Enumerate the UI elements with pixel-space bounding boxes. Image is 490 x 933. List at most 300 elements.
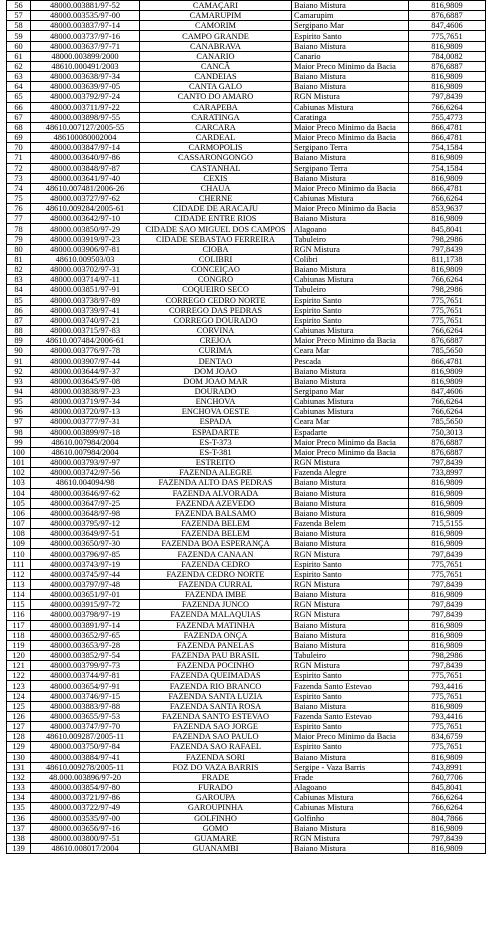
field-name: FAZENDA PAU BRASIL xyxy=(140,651,292,661)
field-name: GOLFINHO xyxy=(140,813,292,823)
oil-reference: Maior Preco Minimo da Bacia xyxy=(292,336,409,346)
process-number: 48000.003737/97-16 xyxy=(31,31,140,41)
price-value: 845,8041 xyxy=(409,224,486,234)
row-number: 84 xyxy=(7,285,31,295)
table-row xyxy=(7,61,486,71)
table-row xyxy=(7,102,486,112)
field-name: CARDEAL xyxy=(140,133,292,143)
row-number: 89 xyxy=(7,336,31,346)
process-number: 48610.007127/2005-55 xyxy=(31,122,140,132)
field-name: FAZENDA BOA ESPERANÇA xyxy=(140,539,292,549)
field-name: DOM JOAO xyxy=(140,366,292,376)
oil-reference: Baiano Mistura xyxy=(292,41,409,51)
table-row xyxy=(7,366,486,376)
row-number: 121 xyxy=(7,661,31,671)
field-name: CANARIO xyxy=(140,51,292,61)
price-value: 816,9809 xyxy=(409,620,486,630)
oil-reference: Baiano Mistura xyxy=(292,376,409,386)
row-number: 107 xyxy=(7,518,31,528)
price-value: 816,9809 xyxy=(409,843,486,853)
process-number: 48000.003797/97-48 xyxy=(31,579,140,589)
field-name: CORREGO DAS PEDRAS xyxy=(140,305,292,315)
price-value: 816,9809 xyxy=(409,478,486,488)
row-number: 120 xyxy=(7,651,31,661)
process-number: 48000.003742/97-56 xyxy=(31,468,140,478)
table-row xyxy=(7,539,486,549)
row-number: 114 xyxy=(7,590,31,600)
price-value: 816,9809 xyxy=(409,214,486,224)
row-number: 124 xyxy=(7,691,31,701)
row-number: 117 xyxy=(7,620,31,630)
field-name: CANTO DO AMARO xyxy=(140,92,292,102)
table-row xyxy=(7,549,486,559)
field-name: CHERNE xyxy=(140,193,292,203)
oil-reference: Espirito Santo xyxy=(292,742,409,752)
row-number: 65 xyxy=(7,92,31,102)
process-number: 48000.003799/97-73 xyxy=(31,661,140,671)
price-value: 775,7651 xyxy=(409,722,486,732)
price-value: 816,9809 xyxy=(409,701,486,711)
price-value: 816,9809 xyxy=(409,366,486,376)
table-row xyxy=(7,173,486,183)
field-name: CANDEIAS xyxy=(140,72,292,82)
field-name: GAROUPINHA xyxy=(140,803,292,813)
row-number: 59 xyxy=(7,31,31,41)
oil-reference: Baiano Mistura xyxy=(292,620,409,630)
table-row xyxy=(7,244,486,254)
oil-reference: Pescada xyxy=(292,356,409,366)
price-value: 775,7651 xyxy=(409,315,486,325)
field-name: ES-T-381 xyxy=(140,447,292,457)
price-value: 775,7651 xyxy=(409,742,486,752)
process-number: 48000.003653/97-28 xyxy=(31,640,140,650)
price-value: 816,9809 xyxy=(409,498,486,508)
table-row xyxy=(7,488,486,498)
row-number: 66 xyxy=(7,102,31,112)
price-value: 793,4416 xyxy=(409,711,486,721)
row-number: 125 xyxy=(7,701,31,711)
price-value: 797,8439 xyxy=(409,92,486,102)
price-value: 797,8439 xyxy=(409,600,486,610)
row-number: 103 xyxy=(7,478,31,488)
process-number: 48000.003651/97-01 xyxy=(31,590,140,600)
row-number: 83 xyxy=(7,275,31,285)
price-value: 775,7651 xyxy=(409,31,486,41)
price-value: 793,4416 xyxy=(409,681,486,691)
price-value: 804,7866 xyxy=(409,813,486,823)
field-name: FAZENDA IMBE xyxy=(140,590,292,600)
process-number: 48000.003776/97-78 xyxy=(31,346,140,356)
oil-reference: RGN Mistura xyxy=(292,579,409,589)
price-value: 816,9809 xyxy=(409,41,486,51)
price-value: 766,6264 xyxy=(409,275,486,285)
process-number: 48000.003656/97-16 xyxy=(31,823,140,833)
table-row xyxy=(7,346,486,356)
oil-reference: Espirito Santo xyxy=(292,305,409,315)
row-number: 82 xyxy=(7,265,31,275)
table-row xyxy=(7,711,486,721)
oil-reference: Cabiunas Mistura xyxy=(292,326,409,336)
oil-reference: Baiano Mistura xyxy=(292,173,409,183)
price-value: 847,4606 xyxy=(409,386,486,396)
process-number: 48000.003727/97-62 xyxy=(31,193,140,203)
table-row xyxy=(7,833,486,843)
row-number: 78 xyxy=(7,224,31,234)
table-row xyxy=(7,579,486,589)
table-row xyxy=(7,691,486,701)
field-name: FAZENDA BALSAMO xyxy=(140,508,292,518)
table-row xyxy=(7,376,486,386)
row-number: 80 xyxy=(7,244,31,254)
row-number: 109 xyxy=(7,539,31,549)
oil-reference: Colibri xyxy=(292,254,409,264)
table-row xyxy=(7,417,486,427)
process-number: 48000.003796/97-85 xyxy=(31,549,140,559)
process-number: 48000.003535/97-00 xyxy=(31,11,140,21)
table-row xyxy=(7,51,486,61)
row-number: 72 xyxy=(7,163,31,173)
field-name: CARMOPOLIS xyxy=(140,143,292,153)
process-number: 48000.003647/97-25 xyxy=(31,498,140,508)
table-row xyxy=(7,112,486,122)
price-value: 811,1738 xyxy=(409,254,486,264)
oil-reference: Ceara Mar xyxy=(292,417,409,427)
table-row xyxy=(7,518,486,528)
process-number: 48000.003639/97-05 xyxy=(31,82,140,92)
process-number: 48610.009284/2005-61 xyxy=(31,204,140,214)
price-value: 798,2986 xyxy=(409,285,486,295)
price-value: 866,4781 xyxy=(409,183,486,193)
oil-reference: Sergipano Terra xyxy=(292,163,409,173)
field-name: CARATINGA xyxy=(140,112,292,122)
table-row xyxy=(7,336,486,346)
price-value: 834,6759 xyxy=(409,732,486,742)
field-name: FAZENDA ONÇA xyxy=(140,630,292,640)
price-value: 766,6264 xyxy=(409,793,486,803)
field-name: FAZENDA BELEM xyxy=(140,518,292,528)
process-number: 48000.003851/97-91 xyxy=(31,285,140,295)
oil-reference: RGN Mistura xyxy=(292,600,409,610)
table-row xyxy=(7,458,486,468)
field-name: ENCHOVA xyxy=(140,397,292,407)
price-value: 775,7651 xyxy=(409,691,486,701)
row-number: 57 xyxy=(7,11,31,21)
oil-reference: Sergipano Terra xyxy=(292,143,409,153)
table-row xyxy=(7,183,486,193)
oil-reference: Alagoano xyxy=(292,224,409,234)
row-number: 101 xyxy=(7,458,31,468)
field-name: CIOBA xyxy=(140,244,292,254)
field-name: FRADE xyxy=(140,772,292,782)
process-number: 48000.003899/97-18 xyxy=(31,427,140,437)
table-row xyxy=(7,468,486,478)
field-name: FAZENDA SAO PAULO xyxy=(140,732,292,742)
field-name: DOM JOAO MAR xyxy=(140,376,292,386)
price-value: 816,9809 xyxy=(409,72,486,82)
row-number: 139 xyxy=(7,843,31,853)
field-name: GAROUPA xyxy=(140,793,292,803)
oil-reference: Alagoano xyxy=(292,783,409,793)
row-number: 94 xyxy=(7,386,31,396)
table-body xyxy=(7,1,486,854)
field-name: FAZENDA POCINHO xyxy=(140,661,292,671)
row-number: 56 xyxy=(7,1,31,11)
process-number: 48000.003744/97-81 xyxy=(31,671,140,681)
field-name: FAZENDA MALAQUIAS xyxy=(140,610,292,620)
price-value: 798,2986 xyxy=(409,651,486,661)
row-number: 74 xyxy=(7,183,31,193)
row-number: 138 xyxy=(7,833,31,843)
process-number: 486100080002004 xyxy=(31,133,140,143)
oil-reference: RGN Mistura xyxy=(292,610,409,620)
field-name: FAZENDA ALEGRE xyxy=(140,468,292,478)
process-number: 48000.003637/97-71 xyxy=(31,41,140,51)
table-row xyxy=(7,600,486,610)
row-number: 116 xyxy=(7,610,31,620)
row-number: 96 xyxy=(7,407,31,417)
oil-reference: Espirito Santo xyxy=(292,722,409,732)
field-name: CIDADE ENTRE RIOS xyxy=(140,214,292,224)
row-number: 68 xyxy=(7,122,31,132)
row-number: 77 xyxy=(7,214,31,224)
table-row xyxy=(7,407,486,417)
table-row xyxy=(7,122,486,132)
table-row xyxy=(7,681,486,691)
process-number: 48000.003800/97-51 xyxy=(31,833,140,843)
process-number: 48000.003646/97-62 xyxy=(31,488,140,498)
price-value: 816,9809 xyxy=(409,265,486,275)
field-name: FAZENDA SANTA ROSA xyxy=(140,701,292,711)
process-number: 48000.003743/97-19 xyxy=(31,559,140,569)
field-name: ES-T-373 xyxy=(140,437,292,447)
table-row xyxy=(7,559,486,569)
oil-reference: Baiano Mistura xyxy=(292,823,409,833)
field-name: CREJOA xyxy=(140,336,292,346)
process-number: 48000.003793/97-97 xyxy=(31,458,140,468)
row-number: 135 xyxy=(7,803,31,813)
oil-reference: Cabiunas Mistura xyxy=(292,407,409,417)
table-row xyxy=(7,285,486,295)
table-row xyxy=(7,204,486,214)
row-number: 90 xyxy=(7,346,31,356)
table-row xyxy=(7,254,486,264)
field-name: CIDADE SAO MIGUEL DOS CAMPOS xyxy=(140,224,292,234)
row-number: 129 xyxy=(7,742,31,752)
oil-reference: Cabiunas Mistura xyxy=(292,397,409,407)
process-number: 48610.007984/2004 xyxy=(31,447,140,457)
process-number: 48000.003648/97-98 xyxy=(31,508,140,518)
table-row xyxy=(7,590,486,600)
table-row xyxy=(7,265,486,275)
process-number: 48000.003720/97-13 xyxy=(31,407,140,417)
row-number: 123 xyxy=(7,681,31,691)
price-value: 816,9809 xyxy=(409,508,486,518)
table-row xyxy=(7,386,486,396)
field-name: CURIMA xyxy=(140,346,292,356)
oil-reference: Baiano Mistura xyxy=(292,701,409,711)
process-number: 48000.003711/97-22 xyxy=(31,102,140,112)
row-number: 85 xyxy=(7,295,31,305)
process-number: 48000.003915/97-72 xyxy=(31,600,140,610)
field-name: CAMPO GRANDE xyxy=(140,31,292,41)
field-name: CORVINA xyxy=(140,326,292,336)
table-row xyxy=(7,823,486,833)
field-name: FAZENDA SAO JORGE xyxy=(140,722,292,732)
field-name: DENTAO xyxy=(140,356,292,366)
oil-reference: Baiano Mistura xyxy=(292,82,409,92)
process-number: 48000.003650/97-30 xyxy=(31,539,140,549)
table-row xyxy=(7,397,486,407)
table-row xyxy=(7,41,486,51)
oil-reference: Baiano Mistura xyxy=(292,752,409,762)
price-value: 816,9809 xyxy=(409,539,486,549)
table-row xyxy=(7,661,486,671)
row-number: 60 xyxy=(7,41,31,51)
field-name: FAZENDA QUEIMADAS xyxy=(140,671,292,681)
row-number: 62 xyxy=(7,61,31,71)
oil-reference: Baiano Mistura xyxy=(292,72,409,82)
price-value: 816,9809 xyxy=(409,488,486,498)
oil-reference: Tabuleiro xyxy=(292,234,409,244)
table-row xyxy=(7,803,486,813)
oil-reference: Maior Preco Minimo da Bacia xyxy=(292,437,409,447)
oil-reference: Baiano Mistura xyxy=(292,214,409,224)
price-value: 816,9809 xyxy=(409,153,486,163)
field-name: FAZENDA CURRAL xyxy=(140,579,292,589)
oil-reference: Baiano Mistura xyxy=(292,843,409,853)
oil-reference: Golfinho xyxy=(292,813,409,823)
table-row xyxy=(7,133,486,143)
process-number: 48000.003739/97-41 xyxy=(31,305,140,315)
price-value: 797,8439 xyxy=(409,579,486,589)
field-name: FAZENDA PANELAS xyxy=(140,640,292,650)
row-number: 92 xyxy=(7,366,31,376)
oil-reference: Tabuleiro xyxy=(292,285,409,295)
process-number: 48610.007481/2006-26 xyxy=(31,183,140,193)
price-value: 797,8439 xyxy=(409,244,486,254)
field-name: GUANAMBI xyxy=(140,843,292,853)
table-row xyxy=(7,762,486,772)
oil-reference: Maior Preco Minimo da Bacia xyxy=(292,61,409,71)
table-row xyxy=(7,275,486,285)
oil-reference: RGN Mistura xyxy=(292,833,409,843)
field-name: FAZENDA BELEM xyxy=(140,529,292,539)
field-name: FAZENDA CEDRO xyxy=(140,559,292,569)
price-value: 798,2986 xyxy=(409,234,486,244)
row-number: 122 xyxy=(7,671,31,681)
table-row xyxy=(7,11,486,21)
table-row xyxy=(7,447,486,457)
process-number: 48000.003745/97-44 xyxy=(31,569,140,579)
row-number: 133 xyxy=(7,783,31,793)
price-value: 743,8991 xyxy=(409,762,486,772)
row-number: 111 xyxy=(7,559,31,569)
oil-reference: RGN Mistura xyxy=(292,92,409,102)
table-row xyxy=(7,498,486,508)
process-number: 48000.003654/97-91 xyxy=(31,681,140,691)
process-number: 48000.003638/97-34 xyxy=(31,72,140,82)
process-number: 48000.003714/97-11 xyxy=(31,275,140,285)
table-row xyxy=(7,427,486,437)
process-number: 48610.007984/2004 xyxy=(31,437,140,447)
price-value: 750,3013 xyxy=(409,427,486,437)
oil-reference: Caratinga xyxy=(292,112,409,122)
row-number: 115 xyxy=(7,600,31,610)
field-name: CEXIS xyxy=(140,173,292,183)
process-number: 48.000.003896/97-20 xyxy=(31,772,140,782)
field-name: ESPADA xyxy=(140,417,292,427)
oil-reference: Espadarte xyxy=(292,427,409,437)
field-name: CAMORIM xyxy=(140,21,292,31)
price-value: 754,1584 xyxy=(409,163,486,173)
oil-reference: Ceara Mar xyxy=(292,346,409,356)
process-number: 48000.003847/97-14 xyxy=(31,143,140,153)
field-name: COQUEIRO SECO xyxy=(140,285,292,295)
field-name: FAZENDA SORI xyxy=(140,752,292,762)
field-name: GOMO xyxy=(140,823,292,833)
row-number: 130 xyxy=(7,752,31,762)
table-row xyxy=(7,783,486,793)
field-name: FAZENDA ALVORADA xyxy=(140,488,292,498)
row-number: 118 xyxy=(7,630,31,640)
row-number: 136 xyxy=(7,813,31,823)
table-row xyxy=(7,529,486,539)
field-name: ESTREITO xyxy=(140,458,292,468)
table-row xyxy=(7,772,486,782)
price-value: 766,6264 xyxy=(409,397,486,407)
table-row xyxy=(7,72,486,82)
oil-reference: Cabiunas Mistura xyxy=(292,275,409,285)
price-value: 816,9809 xyxy=(409,823,486,833)
oil-reference: Baiano Mistura xyxy=(292,1,409,11)
table-row xyxy=(7,153,486,163)
price-value: 785,5650 xyxy=(409,417,486,427)
row-number: 61 xyxy=(7,51,31,61)
field-name: FAZENDA CEDRO NORTE xyxy=(140,569,292,579)
oil-reference: Fazenda Santo Estevao xyxy=(292,681,409,691)
table-row xyxy=(7,752,486,762)
field-name: ESPADARTE xyxy=(140,427,292,437)
process-number: 48610.008017/2004 xyxy=(31,843,140,853)
price-value: 797,8439 xyxy=(409,833,486,843)
table-row xyxy=(7,31,486,41)
price-value: 715,5155 xyxy=(409,518,486,528)
table-row xyxy=(7,315,486,325)
table-row xyxy=(7,356,486,366)
table-row xyxy=(7,508,486,518)
field-name: CAMAÇARI xyxy=(140,1,292,11)
row-number: 93 xyxy=(7,376,31,386)
row-number: 119 xyxy=(7,640,31,650)
oil-reference: Baiano Mistura xyxy=(292,630,409,640)
process-number: 48000.003906/97-81 xyxy=(31,244,140,254)
field-name: CANTA GALO xyxy=(140,82,292,92)
price-value: 816,9809 xyxy=(409,82,486,92)
oil-reference: Sergipe - Vaza Barris xyxy=(292,762,409,772)
table-row xyxy=(7,793,486,803)
oil-reference: Baiano Mistura xyxy=(292,265,409,275)
oil-reference: Baiano Mistura xyxy=(292,640,409,650)
oil-reference: Maior Preco Minimo da Bacia xyxy=(292,183,409,193)
price-value: 866,4781 xyxy=(409,133,486,143)
oil-reference: Sergipano Mar xyxy=(292,21,409,31)
table-row xyxy=(7,234,486,244)
price-value: 766,6264 xyxy=(409,803,486,813)
process-number: 48000.003641/97-40 xyxy=(31,173,140,183)
field-name: CORREGO CEDRO NORTE xyxy=(140,295,292,305)
table-row xyxy=(7,143,486,153)
price-value: 784,0082 xyxy=(409,51,486,61)
